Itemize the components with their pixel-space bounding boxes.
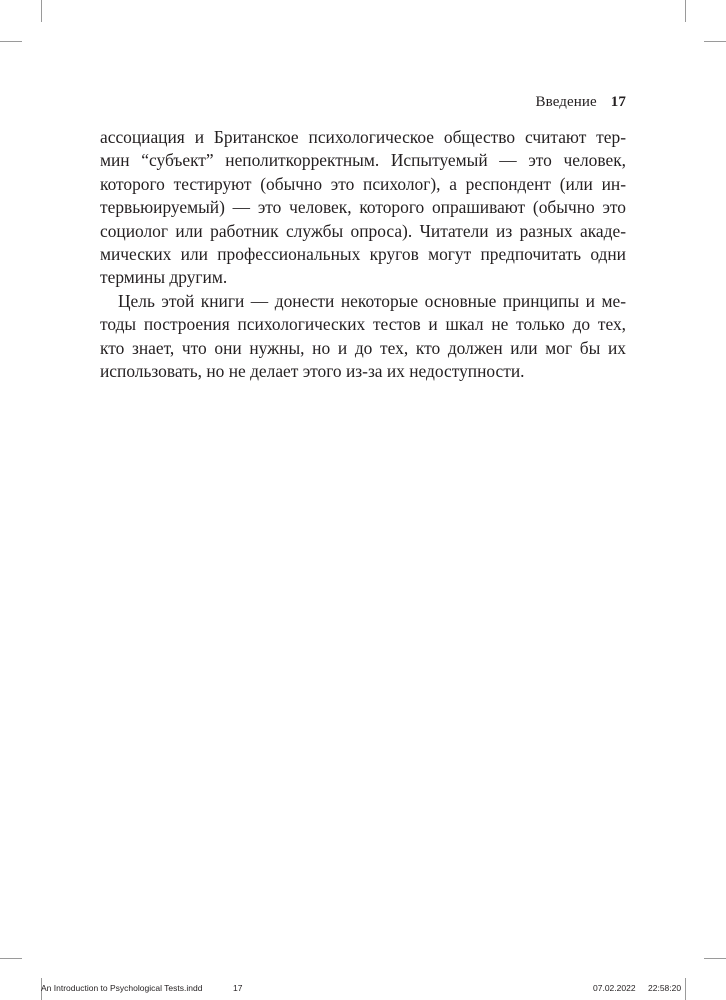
slug-date: 07.02.2022 [593,983,636,993]
crop-mark-left-bottom [0,958,22,959]
crop-mark-top-left [41,0,42,22]
text-line: которого тестируют (обычно это психолог), а респондент (или ин- [100,173,626,194]
text-line: использовать, но не делает этого из-за их недоступности. [100,360,525,381]
body-text [100,126,626,383]
running-head [536,94,626,111]
page-number: 17 [610,94,626,110]
slug-time: 22:58:20 [648,983,682,993]
text-line: социолог или работник службы опроса). Читатели из разных акаде- [100,220,626,241]
text-line: мических или профессиональных кругов могут предпочитать одни [100,243,626,264]
text-line: кто знает, что они нужны, но и до тех, кто должен или мог бы их [100,337,626,358]
text-line: Цель этой книги — донести некоторые основные принципы и ме- [118,290,626,311]
text-line: тервьюируемый) — это человек, которого опрашивают (обычно это [100,197,626,218]
slug-filename: An Introduction to Psychological Tests.indd [41,983,203,993]
crop-mark-right-top [704,41,726,42]
text-line: мин “субъект” неполиткорректным. Испытуемый — это человек, [100,150,626,171]
crop-mark-right-bottom [704,958,726,959]
crop-mark-top-right [685,0,686,22]
slug-page: 17 [233,983,243,993]
text-line: термины другим. [100,267,228,288]
section-title: Введение [535,94,597,110]
crop-mark-left-top [0,41,22,42]
print-slug [0,983,726,995]
text-line: ассоциация и Британское психологическое общество считают тер- [100,127,626,147]
text-line: тоды построения психологических тестов и шкал не только до тех, [100,314,626,335]
